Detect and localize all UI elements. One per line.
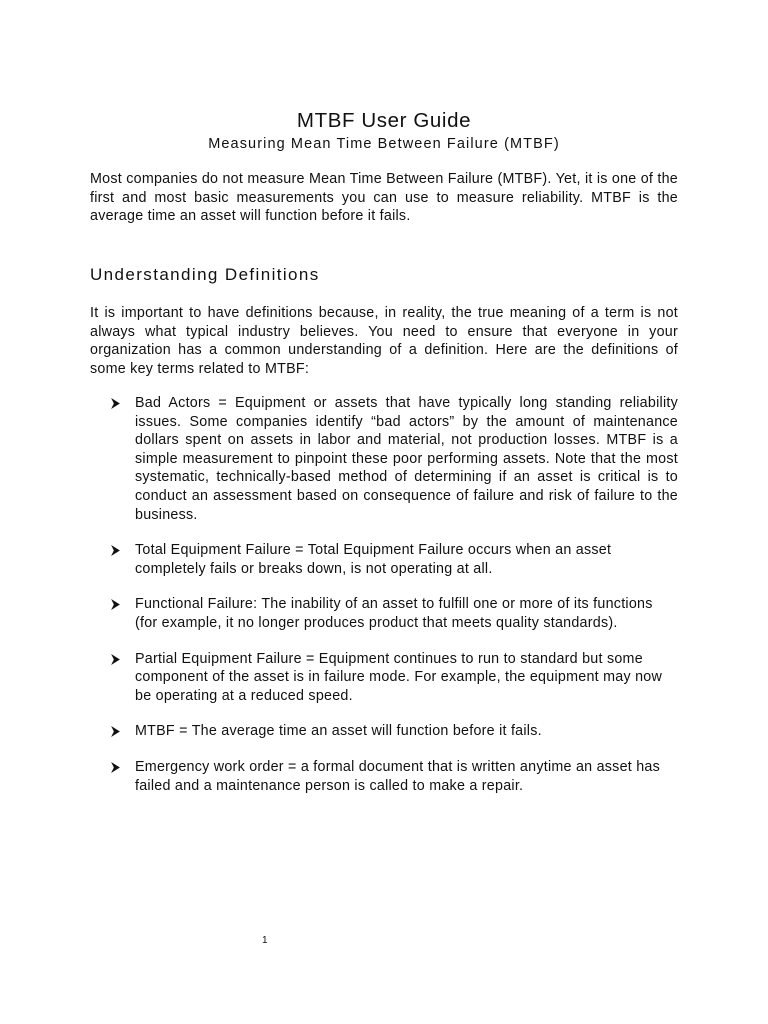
arrowhead-right-icon bbox=[110, 654, 121, 665]
list-item bbox=[110, 595, 678, 632]
list-item-text: Bad Actors = Equipment or assets that have typically long standing reliability issues. Some companies identify “bad actors” by the amount of maintenance dollars spent on assets in labor and material, not production losses. MTBF is a simple measurement to pinpoint these poor performing assets. Note that the most systematic, technically-based method of determining if an asset is critical is to conduct an assessment based on consequence of failure and risk of failure to the business. bbox=[135, 395, 678, 523]
list-item-text: Total Equipment Failure = Total Equipment Failure occurs when an asset completely fails or breaks down, is not operating at all. bbox=[135, 542, 612, 577]
document-title: MTBF User Guide bbox=[296, 109, 472, 132]
document-subtitle: Measuring Mean Time Between Failure (MTBF) bbox=[208, 136, 560, 152]
list-item bbox=[110, 394, 678, 524]
definitions-list bbox=[110, 394, 678, 812]
arrowhead-right-icon bbox=[110, 545, 121, 556]
list-item-text: Partial Equipment Failure = Equipment continues to run to standard but some component of the asset is in failure mode. For example, the equipment may now be operating at a reduced speed. bbox=[135, 650, 663, 704]
arrowhead-right-icon bbox=[110, 726, 121, 737]
list-item-text: MTBF = The average time an asset will function before it fails. bbox=[135, 723, 542, 740]
list-item-text: Functional Failure: The inability of an asset to fulfill one or more of its functions (for example, it no longer produces product that meets quality standards). bbox=[135, 596, 653, 631]
arrowhead-right-icon bbox=[110, 762, 121, 773]
list-item bbox=[110, 722, 678, 741]
list-item bbox=[110, 650, 678, 706]
list-item bbox=[110, 541, 678, 578]
arrowhead-right-icon bbox=[110, 599, 121, 610]
list-item bbox=[110, 758, 678, 795]
section-heading: Understanding Definitions bbox=[90, 265, 320, 284]
arrowhead-right-icon bbox=[110, 398, 121, 409]
page-number: 1 bbox=[262, 935, 268, 946]
definitions-intro-paragraph: It is important to have definitions because, in reality, the true meaning of a term is not always what typical industry believes. You need to ensure that everyone in your organization has a common understanding of a definition. Here are the definitions of some key terms related to MTBF: bbox=[90, 305, 678, 377]
intro-paragraph: Most companies do not measure Mean Time Between Failure (MTBF). Yet, it is one of the first and most basic measurements you can use to measure reliability. MTBF is the average time an asset will function before it fails. bbox=[90, 171, 678, 225]
list-item-text: Emergency work order = a formal document that is written anytime an asset has failed and a maintenance person is called to make a repair. bbox=[135, 758, 661, 794]
